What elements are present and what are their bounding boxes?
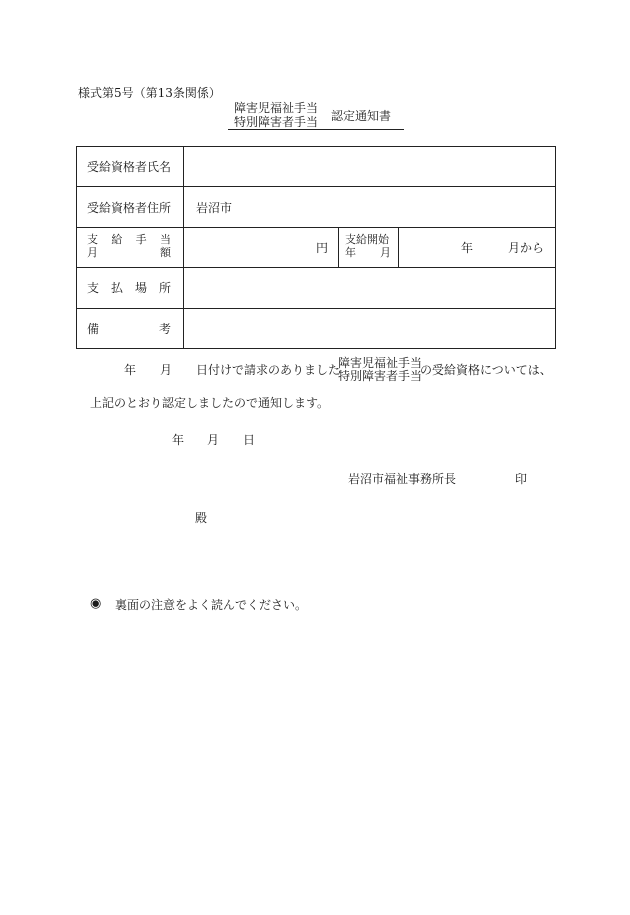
date-year: 年	[172, 433, 185, 447]
label-char: 額	[160, 246, 171, 259]
body-line2: 上記のとおり認定しましたので通知します。	[90, 396, 330, 410]
addressee-suffix: 殿	[195, 511, 208, 525]
label-char: 所	[158, 281, 171, 295]
table-divider	[76, 227, 556, 228]
label-char: 支	[87, 233, 98, 246]
label-char: 支	[87, 281, 100, 295]
date-day: 日	[243, 433, 256, 447]
start-year-unit: 年	[461, 241, 474, 255]
monthly-amount-label-top	[87, 234, 171, 246]
table-start-divider	[398, 227, 399, 268]
recipient-name-label: 受給資格者氏名	[87, 160, 172, 174]
label-char: 当	[159, 233, 171, 246]
table-border-left	[76, 146, 77, 349]
yen-unit: 円	[316, 241, 329, 255]
title-suffix: 認定通知書	[331, 109, 392, 123]
table-amount-divider	[338, 227, 339, 268]
bullet-icon: ◉	[90, 596, 102, 611]
issuer-name: 岩沼市福祉事務所長	[348, 472, 457, 486]
start-label-bottom	[345, 247, 391, 259]
table-label-divider	[183, 146, 184, 349]
recipient-address-value[interactable]: 岩沼市	[196, 201, 233, 215]
recipient-address-label: 受給資格者住所	[87, 201, 172, 215]
body-allowance-line1: 障害児福祉手当	[338, 356, 423, 370]
form-number: 様式第5号（第13条関係）	[78, 86, 221, 100]
label-char: 考	[158, 322, 171, 336]
table-border-bottom	[76, 348, 556, 349]
start-month-from: 月から	[508, 241, 545, 255]
notice-text: 裏面の注意をよく読んでください。	[115, 598, 308, 612]
date-month: 月	[207, 433, 220, 447]
table-divider	[76, 186, 556, 187]
body-month: 月	[160, 363, 173, 377]
label-char: 場	[134, 281, 147, 295]
body-request-text: 日付けで請求のありました	[196, 363, 341, 377]
body-allowance-line2: 特別障害者手当	[338, 369, 423, 383]
body-eligibility-text: の受給資格については、	[420, 363, 552, 377]
table-divider	[76, 267, 556, 268]
body-year: 年	[124, 363, 137, 377]
label-char: 給	[111, 233, 123, 246]
remarks-field[interactable]	[196, 322, 546, 336]
label-char: 手	[135, 233, 147, 246]
title-underline	[228, 129, 404, 130]
payment-place-label	[87, 281, 171, 295]
title-allowance-line1: 障害児福祉手当	[234, 101, 319, 115]
table-border-top	[76, 146, 556, 147]
remarks-label	[87, 322, 171, 336]
label-char: 備	[87, 322, 100, 336]
label-char: 月	[380, 246, 391, 259]
label-char: 月	[87, 246, 98, 259]
seal-mark: 印	[515, 472, 528, 486]
start-label-top: 支給開始	[345, 233, 389, 246]
table-border-right	[555, 146, 556, 349]
label-char: 払	[110, 281, 123, 295]
title-allowance-line2: 特別障害者手当	[234, 115, 319, 129]
label-char: 年	[345, 246, 356, 259]
recipient-name-field[interactable]	[196, 160, 546, 174]
payment-place-field[interactable]	[196, 281, 546, 295]
monthly-amount-label-bottom	[87, 247, 171, 259]
table-divider	[76, 308, 556, 309]
